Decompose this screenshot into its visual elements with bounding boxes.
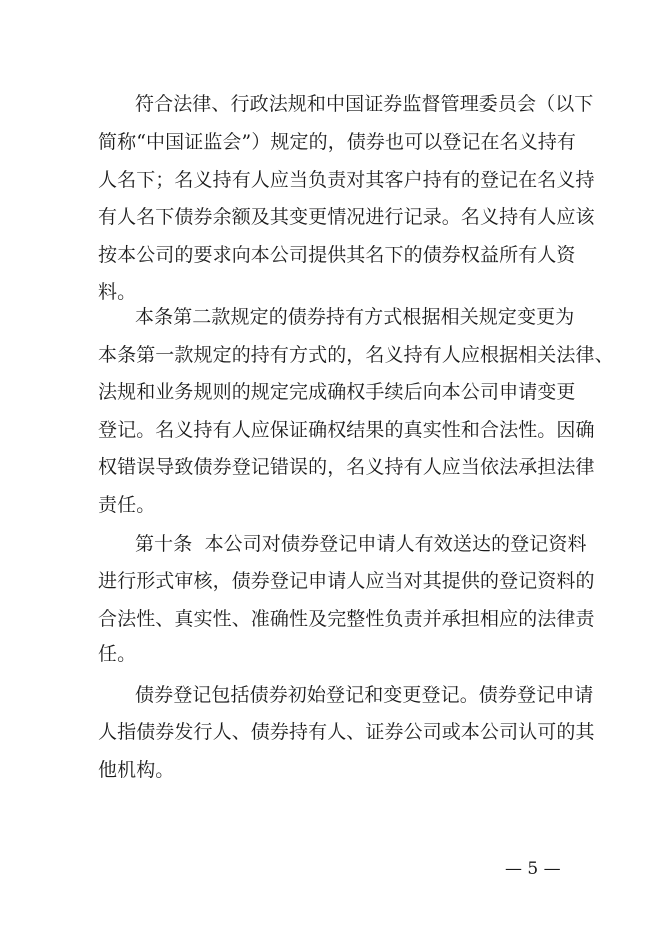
- article-heading-line: 第十条 本公司对债券登记申请人有效送达的登记资料: [135, 533, 587, 555]
- paragraph-line: 他机构。: [98, 759, 175, 781]
- paragraph-line: 权错误导致债券登记错误的，名义持有人应当依法承担法律: [98, 456, 595, 478]
- paragraph-line: 债券登记包括债券初始登记和变更登记。债券登记申请: [135, 684, 594, 706]
- paragraph-line: 本条第一款规定的持有方式的，名义持有人应根据相关法律、: [98, 344, 614, 366]
- paragraph-line: 简称“中国证监会”）规定的，债券也可以登记在名义持有: [98, 131, 577, 153]
- paragraph-line: 按本公司的要求向本公司提供其名下的债券权益所有人资: [98, 244, 576, 266]
- paragraph-line: 本条第二款规定的债券持有方式根据相关规定变更为: [135, 306, 575, 328]
- paragraph-line: 料。: [98, 281, 137, 303]
- paragraph-line: 进行形式审核，债券登记申请人应当对其提供的登记资料的: [98, 570, 595, 592]
- paragraph-line: 法规和业务规则的规定完成确权手续后向本公司申请变更: [98, 381, 576, 403]
- page-number: — 5 —: [505, 859, 561, 879]
- paragraph-line: 有人名下债券余额及其变更情况进行记录。名义持有人应该: [98, 206, 595, 228]
- paragraph-line: 人指债券发行人、债券持有人、证券公司或本公司认可的其: [98, 721, 595, 743]
- paragraph-line: 任。: [98, 643, 137, 665]
- paragraph-line: 责任。: [98, 494, 156, 516]
- paragraph-line: 符合法律、行政法规和中国证券监督管理委员会（以下: [135, 93, 594, 115]
- paragraph-line: 合法性、真实性、准确性及完整性负责并承担相应的法律责: [98, 608, 595, 630]
- paragraph-line: 登记。名义持有人应保证确权结果的真实性和合法性。因确: [98, 419, 595, 441]
- paragraph-line: 人名下；名义持有人应当负责对其客户持有的登记在名义持: [98, 169, 595, 191]
